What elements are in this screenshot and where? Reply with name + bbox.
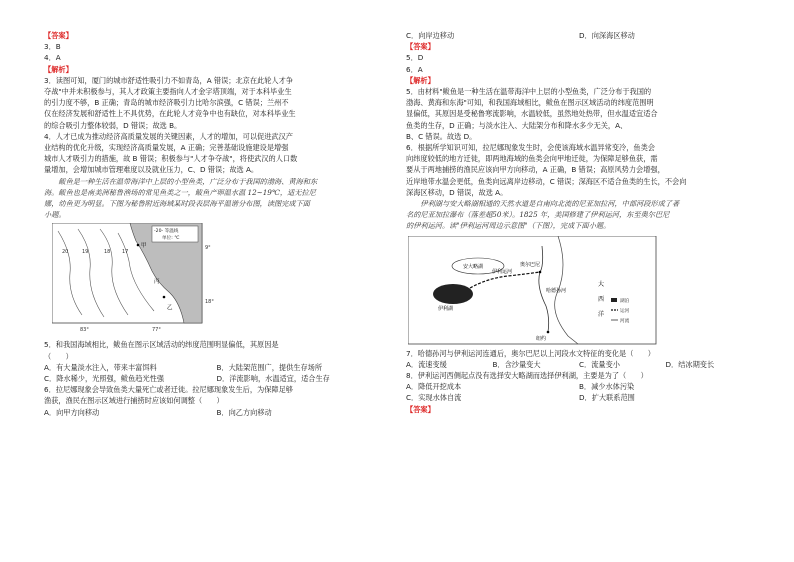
isotherm-label: 20 [62,249,69,256]
q7-option-c: C．流量变小 [579,359,620,369]
analysis-6-line: 近岸地带水温会更低，鱼类向远离岸边移动，C 错误；深海区不适合鱼类的生长，不会向 [406,176,687,186]
q5-option-b: B．大陆架范围广，提供生存场所 [216,362,323,372]
analysis-header: 【解析】 [44,64,73,74]
ocean-label: 西 [598,295,605,303]
answer-6: 6．A [406,64,423,74]
latitude-label: 18° [205,299,214,306]
q6-option-a: A．向甲方向移动 [44,407,100,417]
answer-header: 【答案】 [406,404,435,414]
analysis-3-line: 夺战"中并未积极参与，其人才政策主要指向人才金字塔顶端，对于本科毕业生 [44,87,292,97]
passage-line: 伊利湖与安大略湖相通的天然水道是自南向北流的尼亚加拉河，中部河段形成了著 [420,199,680,209]
q5-option-d: D．洋流影响，水温适宜，适合生存 [216,374,330,384]
isotherm-label: 17 [122,249,129,256]
passage-line: 海。鲅鱼也是南美洲秘鲁渔场的常见鱼类之一，鲅鱼产卵温水温 12~19℃，适无拉尼 [44,187,316,197]
analysis-4-line: 量增加，会增加城市管理难度以及就业压力，C、D 错误；故选 A。 [44,165,259,175]
q6-option-c: C．向岸边移动 [406,31,455,40]
question-6-stem: 6．拉尼娜现象会导致鱼类大量死亡或者迁徙。拉尼娜现象发生后，为保障足够 [44,385,293,395]
analysis-4-line: 业结构的优化升级，实现经济高质量发展，A 正确；完善基础设施建设是增强 [44,143,289,153]
answer-5: 5．D [406,53,424,63]
q8-option-c: C．实现水体自流 [406,393,462,403]
analysis-3-line: 的引力度不够，B 正确；青岛的城市经济吸引力比哈尔滨强，C 错误；兰州不 [44,98,289,108]
answer-header: 【答案】 [406,42,435,52]
canal-label: 伊利运河 [492,268,513,275]
passage-line: 娜，幼鱼更为明显。下图为秘鲁附近海域某时段表层海平温谐分布图，读图完成下面 [44,199,310,209]
analysis-3-line: 的综合吸引力整体较弱，D 错误；故选 B。 [44,120,182,130]
analysis-4-line: 城市人才吸引力的措施，故 B 错误；积极参与"人才争夺战"，将使武汉的人口数 [44,154,298,164]
isotherm-label: 18 [104,249,111,256]
analysis-6-line: 深海区移动，D 错误，故选 A。 [406,187,508,197]
peru-isotherm-map [52,223,222,337]
point-bing-label: 丙 [154,279,160,286]
question-8-stem: 8．伊利运河西侧起点没有选择安大略湖而选择伊利湖，主要是为了（ ） [406,371,648,381]
newyork-label: 纽约 [536,335,547,342]
river-label: 哈德孙河 [546,287,567,294]
answer-header: 【答案】 [44,31,73,40]
question-7-stem: 7．哈德孙河与伊利运河连通后，奥尔巴尼以上河段水文特征的变化是（ ） [406,348,655,358]
analysis-6-line: 要从于两地捕捞的渔民应该向甲方向移动，A 正确，B 错误；高原风势力会增强， [406,165,665,175]
q8-option-d: D．扩大联系范围 [579,393,635,403]
latitude-label: 9° [205,245,211,252]
legend-river: 河流 [620,318,630,324]
analysis-6-line: 6．根据所学知识可知，拉尼娜现象发生时，会使该海域水温异常变冷，鱼类会 [406,143,655,153]
lake-erie-label: 伊利湖 [438,305,454,312]
analysis-3-line: 3．读图可知，厦门的城市舒适性吸引力不如青岛，A 错误；北京在此轮人才争 [44,75,293,85]
q6-option-b: B．向乙方向移动 [216,407,272,417]
passage-line: 鲅鱼是一种生活在温带海洋中上层的小型鱼类，广泛分布于我国的渤海、黄海和东 [58,176,318,186]
question-5-stem: （ ） [44,351,73,361]
q8-option-b: B．减少水体污染 [579,382,635,392]
q8-option-a: A．降低开挖成本 [406,382,462,392]
passage-line: 小题。 [44,210,66,220]
longitude-label: 83° [80,327,89,334]
q7-option-a: A．流速变缓 [406,359,447,369]
analysis-5-line: 5．由材料"鲅鱼是一种生活在温带海洋中上层的小型鱼类，广泛分布于我国的 [406,87,652,97]
analysis-5-line: 渤海、黄海和东海"可知，和我国海域相比，鲅鱼在图示区域活动的纬度范围明 [406,98,654,108]
analysis-6-line: 向纬度较低的地方迁徙，即两地海域的鱼类会向甲地迁徙，为保障足够鱼获，需 [406,154,658,164]
analysis-3-line: 仅在经济发展和舒适性上不具优势，在此轮人才竞争中也有缺位，对本科毕业生 [44,109,296,119]
lake-erie [433,284,473,304]
point-yi-label: 乙 [167,305,173,312]
erie-canal-map [408,236,658,346]
q6-option-d: D．向深海区移动 [579,31,635,40]
question-6-stem: 渔获，渔民在图示区域进行捕捞时应该如何调整（ ） [44,396,224,406]
point-jia-label: 甲 [141,243,147,250]
answer-3: 3．B [44,42,61,52]
analysis-header: 【解析】 [406,75,435,85]
legend-isotherm: -20- 等温线 [154,229,179,235]
legend-canal: 运河 [620,308,630,314]
isotherm-label: 19 [82,249,89,256]
q5-option-c: C．降水稀少，光照强，鲅鱼趋光性强 [44,374,165,384]
analysis-5-line: 鱼类的生存，D 正确；与淡水注入、大陆架分布和降水多少无关，A、 [406,120,628,130]
ocean-label: 洋 [598,310,605,318]
q7-option-d: D．结冰期变长 [665,359,715,369]
passage-line: 名的尼亚加拉瀑布（落差超50米）。1825 年，美国修建了伊利运河，东至奥尔巴尼 [406,210,670,220]
question-5-stem: 5．和我国海域相比，鲅鱼在图示区域活动的纬度范围明显偏低，其原因是 [44,340,279,350]
right-column [406,30,752,415]
albany-label: 奥尔巴尼 [520,261,541,268]
left-column [44,30,389,418]
answer-4: 4．A [44,53,61,63]
legend-unit: 单位: ℃ [162,236,180,242]
analysis-4-line: 4．人才已成为推动经济高质量发展的关键因素，人才的增加，可以促进武汉产 [44,131,293,141]
lake-ontario-label: 安大略湖 [463,263,484,270]
passage-line: 的伊利运河。读"伊利运河周边示意图"（下图），完成下面小题。 [406,221,611,231]
analysis-5-line: B、C 错误。故选 D。 [406,131,477,141]
q5-option-a: A．有大量淡水注入，带来丰富饵料 [44,362,157,372]
legend-lake: 湖泊 [620,298,630,304]
ocean-label: 大 [598,280,605,288]
q7-option-b: B．含沙量变大 [492,359,541,369]
longitude-label: 77° [152,327,161,334]
analysis-5-line: 显偏低，其原因是受秘鲁寒流影响，水温较低，虽然地处热带，但水温适宜适合 [406,109,658,119]
